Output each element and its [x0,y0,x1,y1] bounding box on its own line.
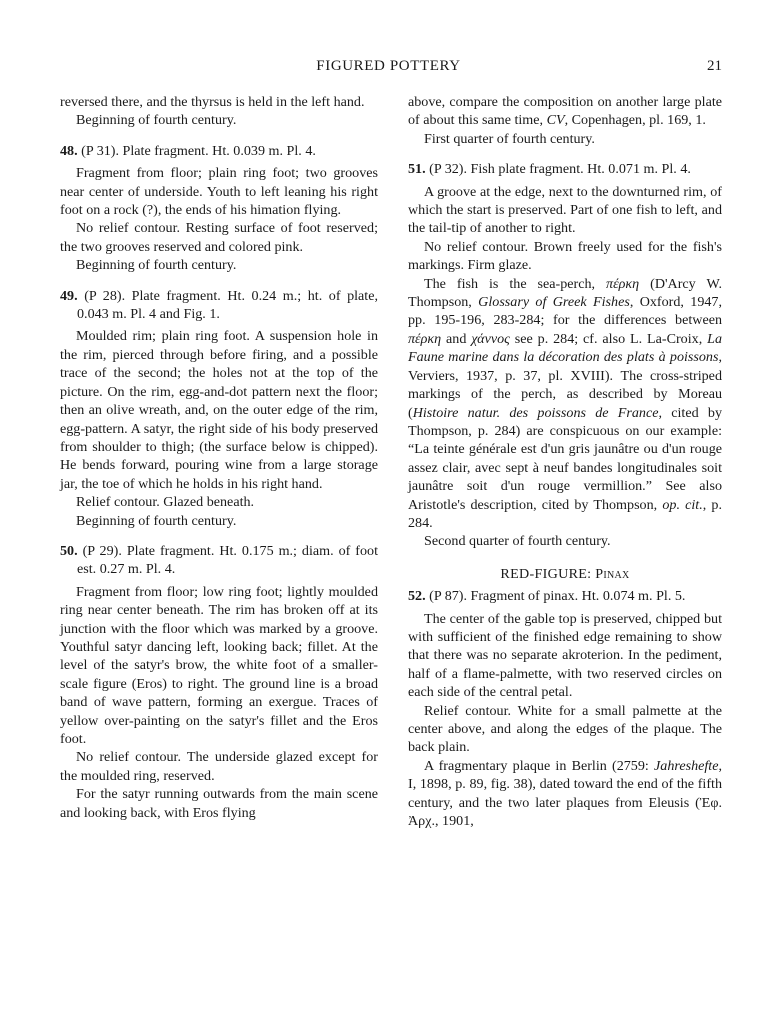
page-number: 21 [707,58,722,74]
entry-heading [60,287,378,324]
entry-heading [408,587,722,605]
greek-abbreviation: Ἐφ. Ἀρχ. [408,794,722,830]
entry-technique: Relief contour. White for a small palmette at the center above, and along the edges of the plaque. The back plain. [408,702,722,756]
catalog-entry-50 [60,542,378,822]
date-line: Beginning of fourth century. [76,112,237,129]
text-run: , p. 284. [408,496,722,531]
greek-term: χάννος [471,330,510,347]
entry-heading-text: (P 31). Plate fragment. Ht. 0.039 m. Pl. 4. [81,142,316,159]
running-header [0,58,777,80]
entry-number: 48. [60,142,78,159]
catalog-entry-49 [60,287,378,530]
book-title: La Faune marine dans la décoration des plats à poissons [408,330,722,366]
catalog-entry-48 [60,142,378,275]
entry-technique: No relief contour. The underside glazed except for the moulded ring, reserved. [60,749,378,784]
text-run: see p. 284; cf. also L. La-Croix, [509,330,708,347]
entry-heading [408,160,722,178]
date-line: First quarter of fourth century. [424,130,595,147]
catalog-entry-52 [408,587,722,830]
text-run: , 1901, [435,813,474,830]
greek-term: πέρκη [408,330,442,347]
entry-heading-text: (P 28). Plate fragment. Ht. 0.24 m.; ht. of plate, 0.043 m. Pl. 4 and Fig. 1. [77,287,378,323]
section-heading [408,565,722,583]
text-run: , I, 1898, p. 89, fig. 38), dated toward the end of the fifth century, and the two later plaques from Eleusis ( [408,757,722,811]
entry-technique: No relief contour. Resting surface of foot reserved; the two grooves reserved and colored pink. [60,220,378,255]
text-run: above, compare the composition on another large plate of about this same time, [408,94,722,129]
entry-heading [60,542,378,579]
text-run: , cited by Thompson, p. 284) are conspicuous on our example: “La teinte générale est d'un gris jaunâtre ou d'un rouge assez clair, avec sept à neuf bandes longitudinales soit jaunâtre soit d'un rouge vermillion.” See also Aristotle's description, cited by Thompson, [408,404,722,513]
date-line: Second quarter of fourth century. [424,533,611,550]
entry-number: 52. [408,588,426,605]
text-run: (D'Arcy W. Thompson, [408,275,722,311]
text-run: and [441,330,472,347]
section-heading-main: RED-FIGURE: [500,565,596,582]
text-run: A fragmentary plaque in Berlin (2759: [424,757,655,774]
catalog-entry-51 [408,160,722,551]
book-title: Glossary of Greek Fishes [478,294,630,311]
book-title: Histoire natur. des poissons de France [412,404,659,421]
entry-description: A groove at the edge, next to the downturned rim, of which the start is preserved. Part of one fish to left, and the tail-tip of another to right. [408,183,722,237]
entry-description: Fragment from floor; low ring foot; lightly moulded ring near center beneath. The rim has broken off at its junction with the floor which was marked by a groove. Youthful satyr dancing left, looking back; fillet. At the level of the satyr's brow, the white foot of a smaller-scale figure (Eros) to right. The ground line is a broad band of wave pattern, forming an exergue. Traces of yellow over-painting on the satyr's fillet and the Eros foot. [60,583,378,747]
abbreviation-op-cit: op. cit. [662,496,703,513]
right-column [408,93,722,830]
abbreviation-cv: CV [546,112,565,129]
entry-description: Moulded rim; plain ring foot. A suspension hole in the rim, pierced through before firing, and a possible trace of the second; the holes not at the top of the picture. On the rim, egg-and-dot pattern next the floor; then an olive wreath, and, on the outer edge of the rim, egg-pattern. A satyr, the right side of his body preserved from shoulder to thigh; (the surface below is chipped). He bends forward, pouring wine from a large storage jar, the toe of which he holds in his right hand. [60,328,378,492]
text-run: , Verviers, 1937, p. 37, pl. XVIII). The cross-striped markings of the perch, as described by Moreau ( [408,349,722,421]
date-line: Beginning of fourth century. [76,512,237,529]
entry-technique: No relief contour. Brown freely used for the fish's markings. Firm glaze. [408,238,722,274]
left-column [60,93,378,822]
text-run: , Copenhagen, pl. 169, 1. [564,112,706,129]
entry-description: Fragment from floor; plain ring foot; two grooves near center of underside. Youth to left leaning his right foot on a rock (?), the ends of his himation flying. [60,165,378,219]
entry-heading-text: (P 87). Fragment of pinax. Ht. 0.074 m. Pl. 5. [429,588,686,605]
text-run: , Oxford, 1947, pp. 195-196, 283-284; for the differences between [408,294,722,329]
entry-comparison: For the satyr running outwards from the main scene and looking back, with Eros flying [60,786,378,821]
entry-heading [60,142,378,160]
continued-paragraph [408,93,722,130]
running-title: FIGURED POTTERY [316,58,461,74]
entry-heading-text: (P 29). Plate fragment. Ht. 0.175 m.; diam. of foot est. 0.27 m. Pl. 4. [77,542,378,578]
entry-number: 49. [60,287,78,304]
entry-technique: Relief contour. Glazed beneath. [76,494,255,511]
date-line: Beginning of fourth century. [76,257,237,274]
entry-number: 50. [60,542,78,559]
entry-description: The center of the gable top is preserved, chipped but with sufficient of the finished edge remaining to show that there was no separate akroterion. In the pediment, half of a flame-palmette, with two reserved circles on each side of the central petal. [408,610,722,701]
journal-title: Jahreshefte [654,757,719,774]
text-run: The fish is the sea-perch, [424,275,607,292]
entry-heading-text: (P 32). Fish plate fragment. Ht. 0.071 m. Pl. 4. [429,161,691,178]
entry-number: 51. [408,161,426,178]
greek-term: πέρκη [606,275,640,292]
entry-comparison [408,757,722,831]
continued-paragraph: reversed there, and the thyrsus is held in the left hand. [60,94,365,110]
section-heading-sub: Pinax [595,565,630,582]
entry-commentary [408,275,722,533]
